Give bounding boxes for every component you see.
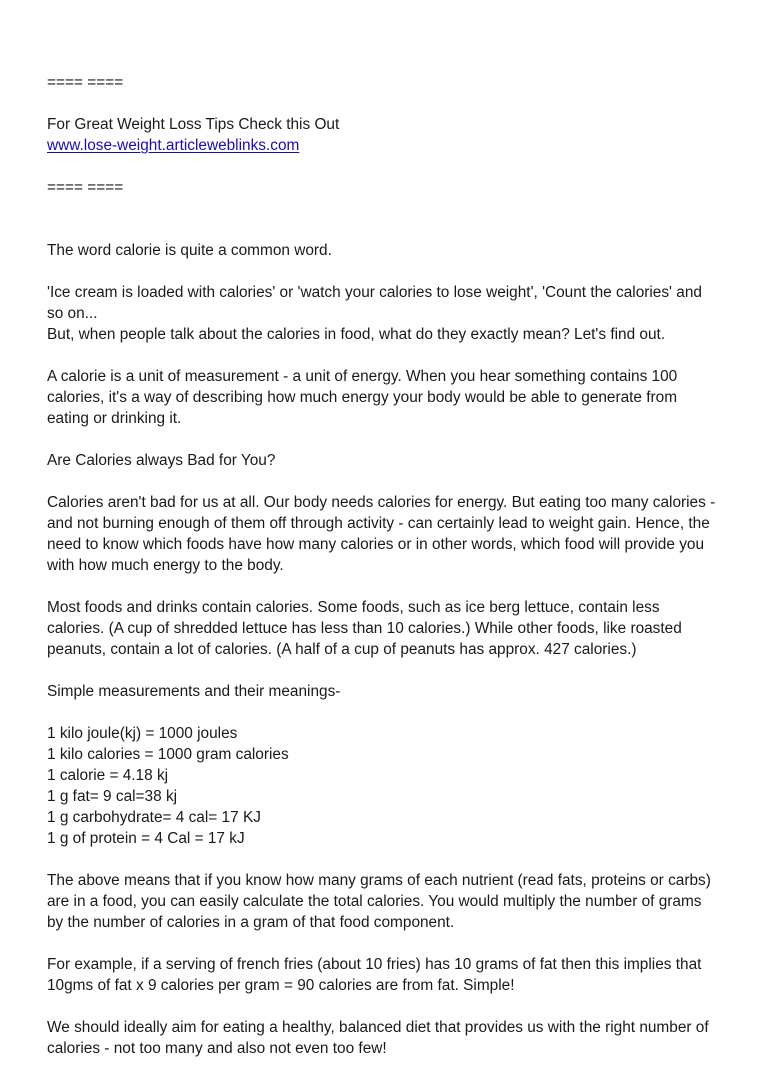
measurement-item: 1 g of protein = 4 Cal = 17 kJ [47, 830, 245, 847]
spacer [47, 660, 727, 681]
paragraph-calculation: The above means that if you know how many grams of each nutrient (read fats, proteins or carbs) are in a food, you can easily calculate the total calories. You would multiply the number of grams by the number of calories in a gram of that food component. [47, 872, 711, 931]
separator-top: ==== ==== [47, 74, 124, 91]
spacer [47, 702, 727, 723]
paragraph-quotes-line2: so on... [47, 305, 98, 322]
paragraph-energy: Calories aren't bad for us at all. Our body needs calories for energy. But eating too many calories - and not burning enough of them off through activity - can certainly lead to weight gain. Hence, the need to know which foods have how many calories or in other words, which food will provide you with how much energy to the body. [47, 494, 716, 574]
paragraph-definition: A calorie is a unit of measurement - a unit of energy. When you hear something contains 100 calories, it's a way of describing how much energy your body would be able to generate from eating or drinking it. [47, 368, 678, 427]
spacer [47, 93, 727, 114]
section-heading: Are Calories always Bad for You? [47, 452, 276, 469]
spacer [47, 996, 727, 1017]
measurement-item: 1 calorie = 4.18 kj [47, 767, 169, 784]
spacer [47, 849, 727, 870]
paragraph-intro: The word calorie is quite a common word. [47, 242, 332, 259]
spacer [47, 198, 727, 240]
measurement-item: 1 kilo joule(kj) = 1000 joules [47, 725, 238, 742]
spacer [47, 576, 727, 597]
spacer [47, 933, 727, 954]
paragraph-example: For example, if a serving of french fries (about 10 fries) has 10 grams of fat then this implies that 10gms of fat x 9 calories per gram = 90 calories are from fat. Simple! [47, 956, 702, 994]
paragraph-quotes-line1: 'Ice cream is loaded with calories' or 'watch your calories to lose weight', 'Count the calories' and [47, 284, 702, 301]
spacer [47, 345, 727, 366]
promo-text: For Great Weight Loss Tips Check this Out [47, 116, 340, 133]
promo-link[interactable]: www.lose-weight.articleweblinks.com [47, 137, 300, 154]
separator-bottom: ==== ==== [47, 179, 124, 196]
spacer [47, 471, 727, 492]
document-page [47, 72, 727, 1059]
spacer [47, 261, 727, 282]
measurements-heading: Simple measurements and their meanings- [47, 683, 341, 700]
paragraph-quotes-line3: But, when people talk about the calories in food, what do they exactly mean? Let's find out. [47, 326, 666, 343]
paragraph-foods: Most foods and drinks contain calories. Some foods, such as ice berg lettuce, contain less calories. (A cup of shredded lettuce has less than 10 calories.) While other foods, like roasted peanuts, contain a lot of calories. (A half of a cup of peanuts has approx. 427 calories.) [47, 599, 682, 658]
paragraph-conclusion: We should ideally aim for eating a healthy, balanced diet that provides us with the right number of calories - not too many and also not even too few! [47, 1019, 709, 1057]
measurement-item: 1 g carbohydrate= 4 cal= 17 KJ [47, 809, 261, 826]
spacer [47, 156, 727, 177]
spacer [47, 429, 727, 450]
measurement-item: 1 kilo calories = 1000 gram calories [47, 746, 289, 763]
measurement-item: 1 g fat= 9 cal=38 kj [47, 788, 178, 805]
